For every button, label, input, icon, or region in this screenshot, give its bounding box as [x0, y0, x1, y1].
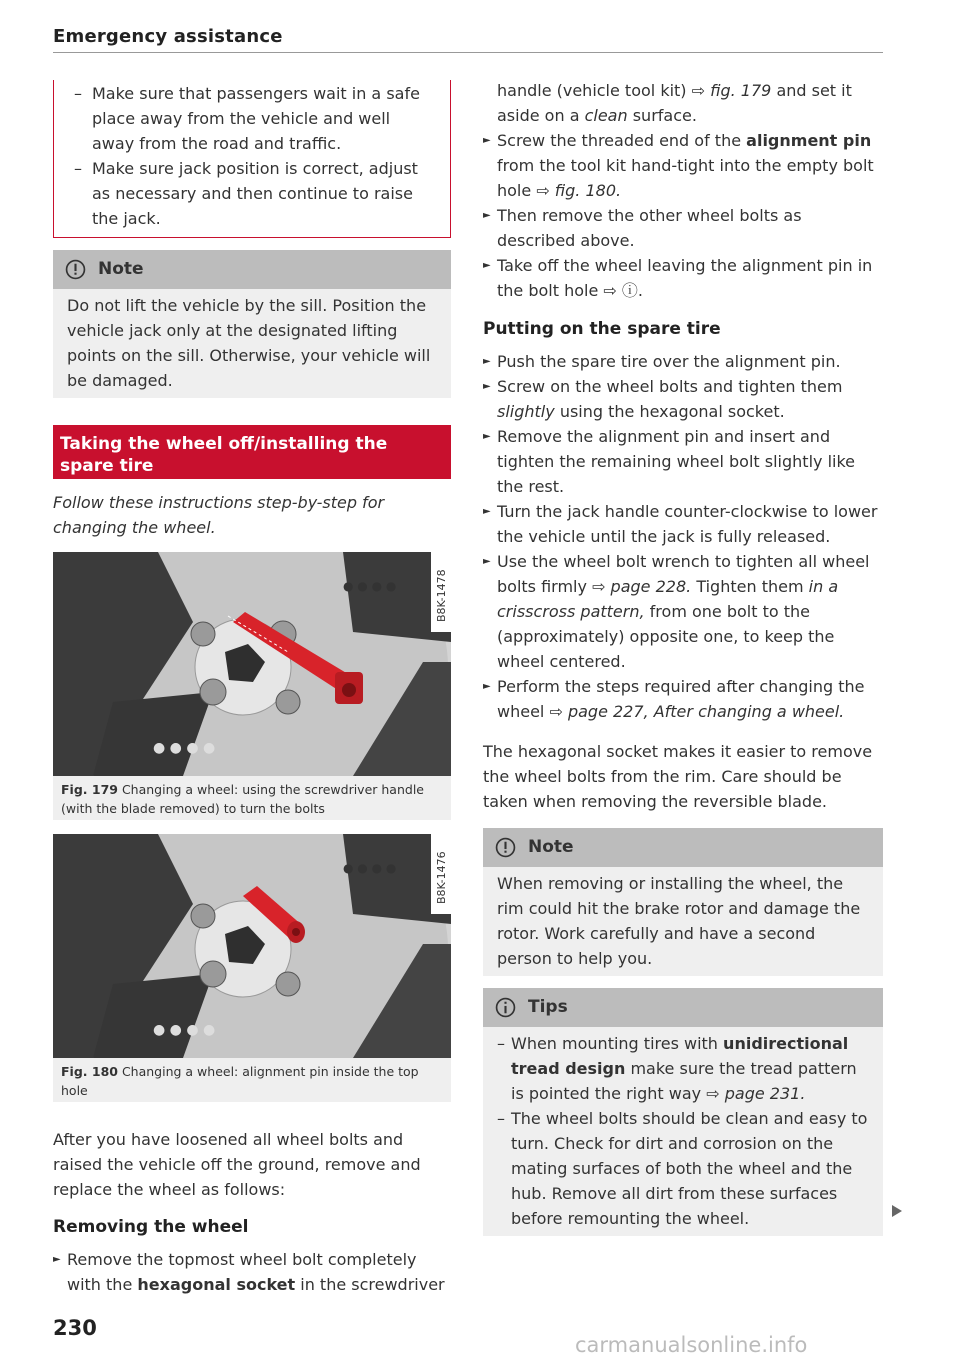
step-item: ► Remove the alignment pin and insert and tighten the remaining wheel bolt slightly like the rest.: [483, 427, 855, 496]
figure-180: [53, 834, 451, 1102]
left-column: [53, 80, 451, 1297]
info-icon: [495, 997, 516, 1018]
svg-text:● ● ● ●: ● ● ● ●: [153, 740, 216, 756]
svg-text:● ● ● ●: ● ● ● ●: [343, 579, 397, 593]
wheel-illustration: [53, 834, 451, 1058]
note-box: [483, 828, 883, 976]
subheading-spare: Putting on the spare tire: [483, 319, 721, 339]
right-column: [483, 78, 883, 1236]
figure-caption: Fig. 179 Changing a wheel: using the screwdriver handle (with the blade removed) to turn the bolts: [61, 782, 424, 816]
tips-title: Tips: [528, 997, 568, 1017]
tip-item: – The wheel bolts should be clean and easy to turn. Check for dirt and corrosion on the mating surfaces of both the wheel and the hub. Remove all dirt from these surfaces before remounting the wheel.: [497, 1109, 868, 1228]
figure-caption: Fig. 180 Changing a wheel: alignment pin inside the top hole: [61, 1064, 419, 1098]
step-item: ► Then remove the other wheel bolts as described above.: [483, 206, 802, 250]
step-item: ► Take off the wheel leaving the alignment pin in the bolt hole ⇨ ⓘ.: [483, 256, 873, 300]
warning-item: – Make sure that passengers wait in a safe place away from the vehicle and well away from the road and traffic.: [74, 84, 420, 153]
step-item: ► Push the spare tire over the alignment pin.: [483, 352, 841, 371]
note-text: When removing or installing the wheel, the rim could hit the brake rotor and damage the rotor. Work carefully and have a second person to help you.: [497, 874, 861, 968]
step-item: ► Remove the topmost wheel bolt completely with the hexagonal socket in the screwdriver: [53, 1250, 445, 1294]
note-box: [53, 250, 451, 398]
note-text: Do not lift the vehicle by the sill. Position the vehicle jack only at the designated lifting points on the sill. Otherwise, your vehicle will be damaged.: [67, 296, 431, 390]
subheading-removing: Removing the wheel: [53, 1217, 249, 1237]
tips-header: [483, 988, 883, 1027]
step-item: ► Screw on the wheel bolts and tighten them slightly using the hexagonal socket.: [483, 377, 843, 421]
page-header: Emergency assistance: [53, 26, 283, 47]
warning-item: – Make sure jack position is correct, adjust as necessary and then continue to raise the jack.: [74, 159, 418, 228]
note-icon: [495, 837, 516, 858]
note-icon: [65, 259, 86, 280]
svg-text:● ● ● ●: ● ● ● ●: [343, 861, 397, 875]
section-title: Taking the wheel off/installing the spare tire: [53, 425, 451, 479]
note-title: Note: [98, 259, 144, 279]
continue-arrow-icon: [892, 1205, 902, 1217]
wheel-illustration: [53, 552, 451, 776]
watermark: carmanualsonline.info: [575, 1333, 808, 1357]
note-header: [483, 828, 883, 867]
section-intro: Follow these instructions step-by-step for changing the wheel.: [53, 493, 385, 537]
body-paragraph: After you have loosened all wheel bolts and raised the vehicle off the ground, remove and replace the wheel as follows:: [53, 1130, 421, 1199]
step-item: ► Turn the jack handle counter-clockwise to lower the vehicle until the jack is fully released.: [483, 502, 878, 546]
page-number: 230: [53, 1316, 97, 1340]
step-continuation: handle (vehicle tool kit) ⇨ fig. 179 and set it aside on a clean surface.: [497, 81, 852, 125]
step-item: ► Screw the threaded end of the alignment pin from the tool kit hand-tight into the empty bolt hole ⇨ fig. 180.: [483, 131, 874, 200]
note-header: [53, 250, 451, 289]
warning-box: [53, 80, 451, 238]
step-item: ► Perform the steps required after changing the wheel ⇨ page 227, After changing a wheel.: [483, 677, 865, 721]
note-title: Note: [528, 837, 574, 857]
body-paragraph: The hexagonal socket makes it easier to remove the wheel bolts from the rim. Care should be taken when removing the reversible blade.: [483, 742, 873, 811]
header-rule: [53, 52, 883, 53]
figure-code: B8K-1478: [435, 569, 448, 622]
svg-text:● ● ● ●: ● ● ● ●: [153, 1022, 216, 1038]
tips-box: [483, 988, 883, 1236]
tip-item: – When mounting tires with unidirectional tread design make sure the tread pattern is pointed the right way ⇨ page 231.: [497, 1034, 857, 1103]
figure-179: [53, 552, 451, 820]
figure-code: B8K-1476: [435, 851, 448, 904]
step-item: ► Use the wheel bolt wrench to tighten all wheel bolts firmly ⇨ page 228. Tighten them in a crisscross pattern, from one bolt to the (approximately) opposite one, to keep the wheel centered.: [483, 552, 870, 671]
